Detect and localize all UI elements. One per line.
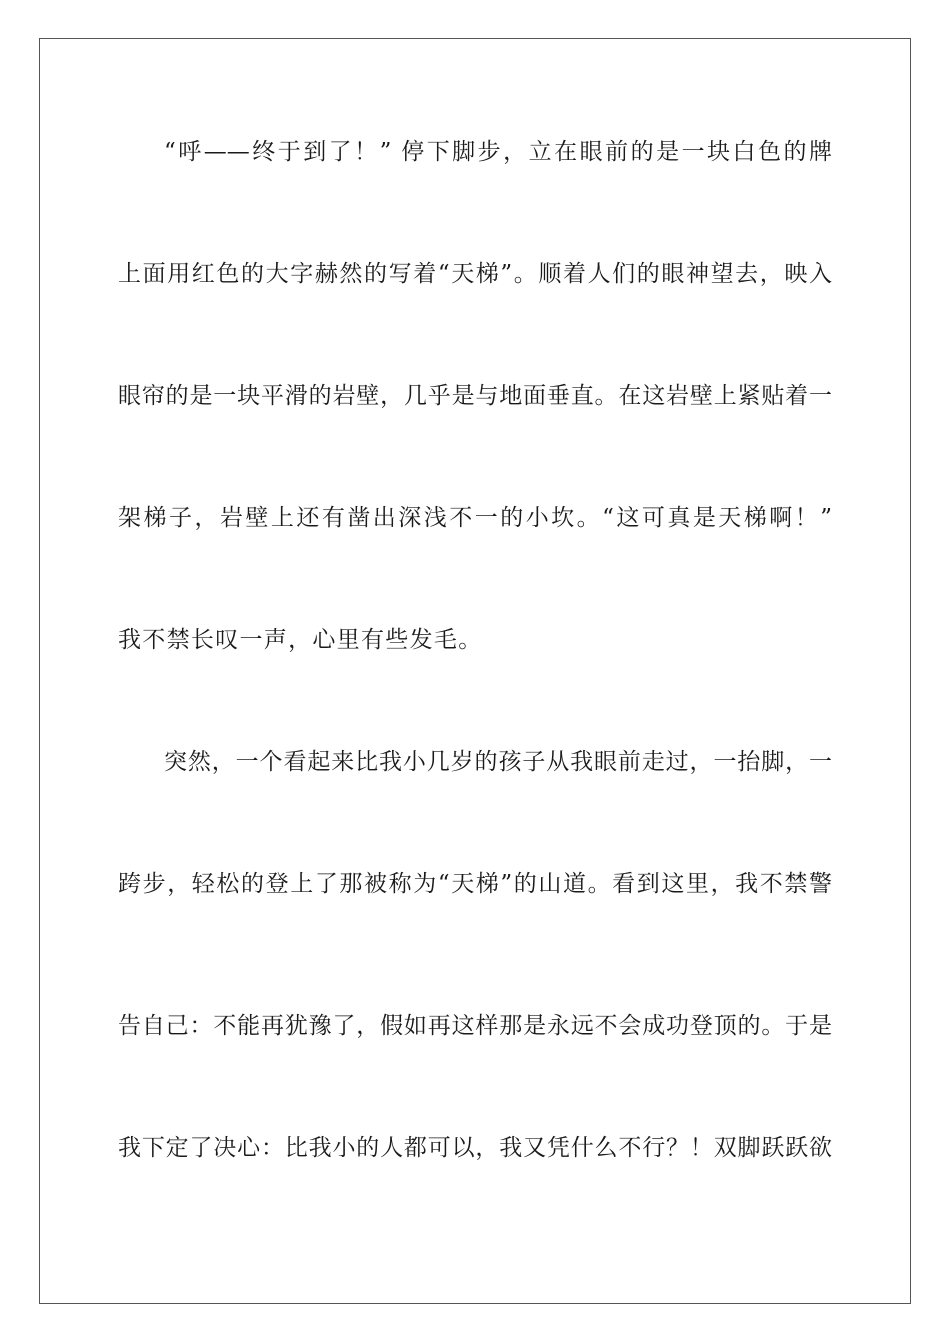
paragraph-1-line-4: 架梯子，岩壁上还有凿出深浅不一的小坎。“这可真是天梯啊！” (118, 505, 832, 531)
paragraph-2-line-2: 跨步，轻松的登上了那被称为“天梯”的山道。看到这里，我不禁警 (118, 871, 832, 897)
paragraph-1-line-2: 上面用红色的大字赫然的写着“天梯”。顺着人们的眼神望去，映入 (118, 261, 832, 287)
paragraph-1-line-5: 我不禁长叹一声，心里有些发毛。 (118, 627, 483, 653)
page-frame (39, 38, 911, 1304)
paragraph-2-line-4: 我下定了决心：比我小的人都可以，我又凭什么不行？！双脚跃跃欲 (118, 1135, 832, 1161)
paragraph-1-line-1: “呼——终于到了！” 停下脚步，立在眼前的是一块白色的牌 (164, 139, 832, 165)
paragraph-2-line-1: 突然，一个看起来比我小几岁的孩子从我眼前走过，一抬脚，一 (164, 749, 832, 775)
paragraph-1-line-3: 眼帘的是一块平滑的岩壁，几乎是与地面垂直。在这岩壁上紧贴着一 (118, 383, 832, 409)
paragraph-2-line-3: 告自己：不能再犹豫了，假如再这样那是永远不会成功登顶的。于是 (118, 1013, 832, 1039)
